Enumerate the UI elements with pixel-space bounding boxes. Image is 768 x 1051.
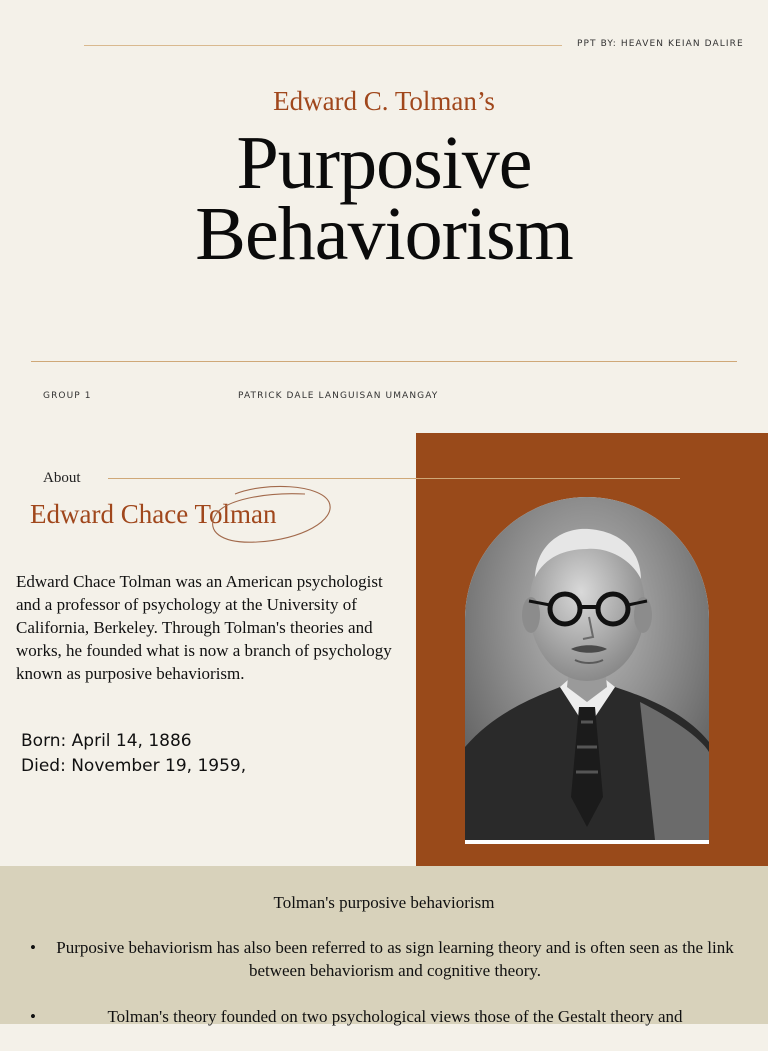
about-label: About (43, 470, 81, 486)
theory-title: Tolman's purposive behaviorism (273, 893, 495, 912)
title-line-2: Behaviorism (195, 192, 573, 276)
slide-subtitle: Edward C. Tolman’s (273, 86, 495, 116)
born-date: Born: April 14, 1886 (21, 731, 192, 751)
portrait-photo (465, 497, 709, 844)
person-name: Edward Chace Tolman (30, 499, 277, 529)
top-divider-line (84, 45, 562, 46)
title-line-1: Purposive (236, 121, 532, 205)
list-item (0, 936, 768, 982)
bullet-icon: • (30, 938, 36, 957)
theory-bullet-list (0, 936, 768, 1051)
list-item (0, 1005, 768, 1028)
slide-title (0, 121, 768, 276)
ppt-credit: PPT BY: HEAVEN KEIAN DALIRE (577, 39, 744, 49)
died-date: Died: November 19, 1959, (21, 756, 247, 776)
biography-text: Edward Chace Tolman was an American psychologist and a professor of psychology at the University of California, Berkeley. Through Tolman's theories and works, he founded what is now a branch of psychology known as purposive behaviorism. (16, 572, 392, 683)
middle-divider-line (31, 361, 737, 362)
circle-scribble-icon (205, 480, 337, 550)
portrait-figure-icon (465, 497, 709, 844)
bullet-icon: • (30, 1007, 36, 1026)
group-label: GROUP 1 (43, 391, 92, 401)
author-name: PATRICK DALE LANGUISAN UMANGAY (238, 391, 439, 401)
bullet-text: Tolman's theory founded on two psychological views those of the Gestalt theory and (107, 1007, 683, 1026)
life-dates (21, 729, 246, 779)
bullet-text: Purposive behaviorism has also been referred to as sign learning theory and is often seen as the link between behaviorism and cognitive theory. (56, 938, 734, 980)
about-slide (0, 433, 768, 866)
about-divider-line (108, 478, 680, 479)
theory-slide (0, 866, 768, 1024)
title-slide (0, 0, 768, 433)
